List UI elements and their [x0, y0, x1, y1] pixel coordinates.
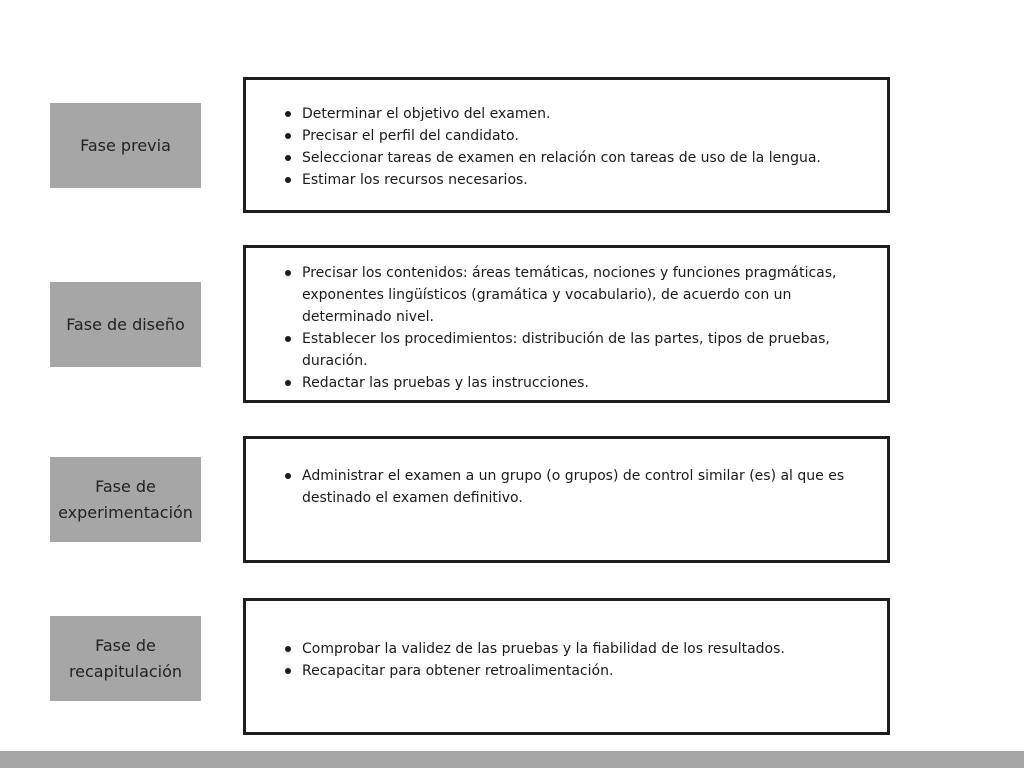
phase-label-experimentacion — [50, 457, 201, 542]
phase-box-diseno — [243, 245, 890, 403]
phase-label-text: Fase de experimentación — [58, 476, 193, 522]
phase-label-text: Fase de recapitulación — [68, 635, 183, 681]
list-item: Precisar los contenidos: áreas temáticas, nociones y funciones pragmáticas, exponentes lingüísticos (gramática y vocabulario), de acuerdo con un determinado nivel. — [302, 262, 867, 328]
phase-items-list — [246, 465, 887, 509]
list-item: Estimar los recursos necesarios. — [302, 169, 867, 191]
phase-box-recapitulacion — [243, 598, 890, 735]
phase-label-text: Fase previa — [80, 135, 171, 155]
footer-bar — [0, 751, 1024, 768]
phase-items-list — [246, 638, 887, 682]
list-item: Precisar el perfil del candidato. — [302, 125, 867, 147]
phase-box-experimentacion — [243, 436, 890, 563]
phase-label-previa — [50, 103, 201, 188]
list-item: Redactar las pruebas y las instrucciones. — [302, 372, 867, 394]
phase-label-text: Fase de diseño — [66, 314, 185, 334]
list-item: Administrar el examen a un grupo (o grupos) de control similar (es) al que es destinado el examen definitivo. — [302, 465, 867, 509]
phase-label-recapitulacion — [50, 616, 201, 701]
list-item: Recapacitar para obtener retroalimentación. — [302, 660, 867, 682]
phase-box-previa — [243, 77, 890, 213]
phase-label-diseno — [50, 282, 201, 367]
list-item: Seleccionar tareas de examen en relación con tareas de uso de la lengua. — [302, 147, 867, 169]
phase-items-list — [246, 103, 887, 191]
list-item: Establecer los procedimientos: distribución de las partes, tipos de pruebas, duración. — [302, 328, 867, 372]
list-item: Determinar el objetivo del examen. — [302, 103, 867, 125]
list-item: Comprobar la validez de las pruebas y la fiabilidad de los resultados. — [302, 638, 867, 660]
phase-items-list — [246, 262, 887, 394]
